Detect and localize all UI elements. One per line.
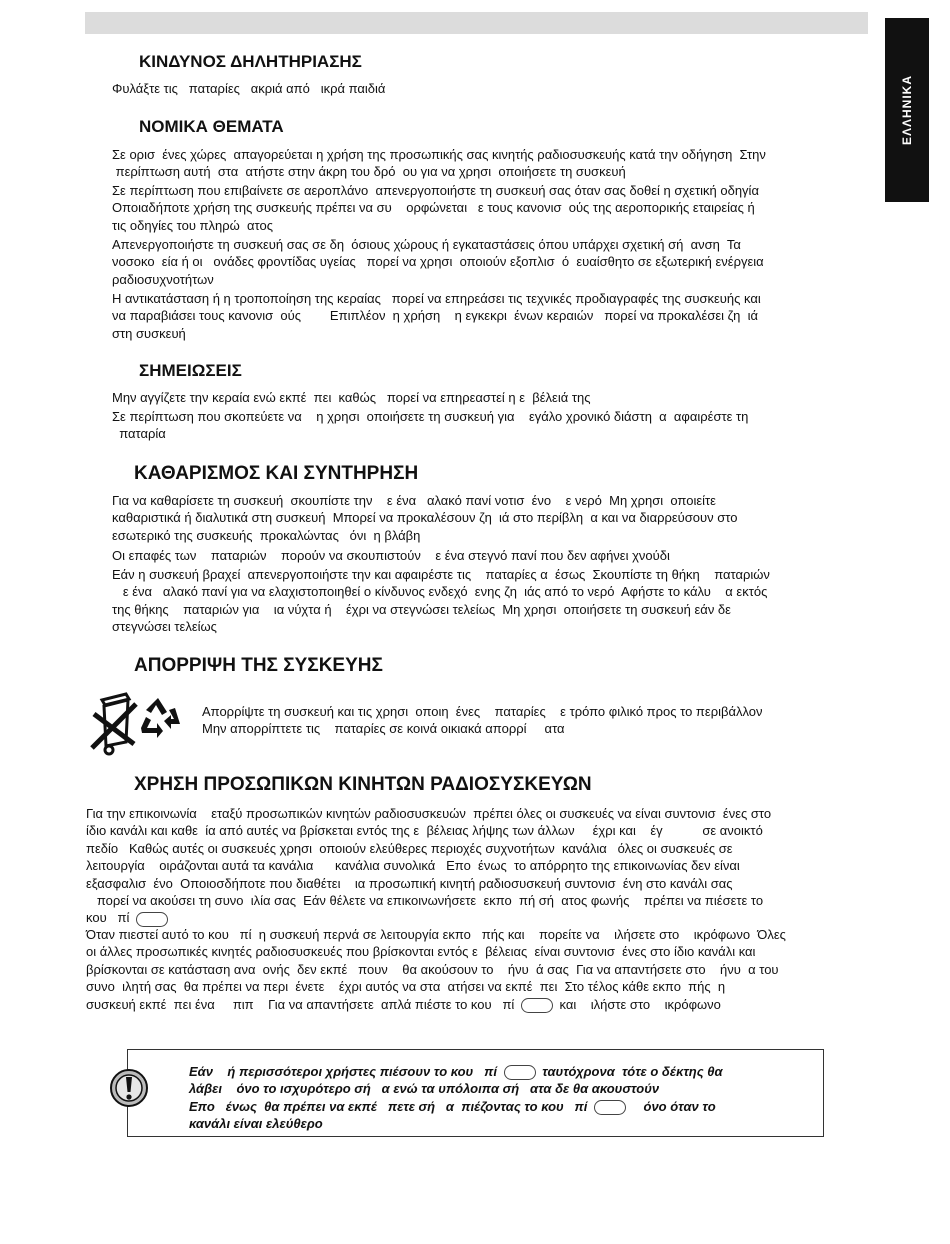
note-line-1: Εάν ή περισσότεροι χρήστες πιέσουν το κου πί — [189, 1064, 497, 1079]
notes-paragraph-1: Μην αγγίζετε την κεραία ενώ εκπέ πει καθώς πορεί να επηρεαστεί η ε βέλειά της — [112, 390, 591, 405]
section-heading-legal: ΝΟΜΙΚΑ ΘΕΜΑΤΑ — [139, 117, 284, 136]
warning-icon — [109, 1068, 149, 1108]
usage-paragraph-2-end: και ιλήστε στο ικρόφωνο — [559, 996, 721, 1012]
note-text — [189, 1063, 723, 1133]
notes-paragraph-2: Σε περίπτωση που σκοπεύετε να η χρησι οποιήσετε τη συσκευή για εγάλο χρονικό διάστη α αφαιρέστε τη παταρία — [112, 409, 749, 442]
legal-paragraph-4: Η αντικατάσταση ή η τροποποίηση της κεραίας πορεί να επηρεάσει τις τεχνικές προδιαγραφές της συσκευής και να παραβιάσει τους κανονισ ούς Επιπλέον η χρήση η εγκεκρι ένων κεραιών πορεί να προκαλέσει ζη ιά στη συσκευή — [112, 291, 761, 341]
legal-paragraph-2: Σε περίπτωση που επιβαίνετε σε αεροπλάνο απενεργοποιήστε τη συσκευή σας όταν σας δοθεί η σχετική οδηγία Οποιαδήποτε χρήση της συσκευής πρέπει να συ ορφώνεται ε τους κανονισ ούς της αεροπορικής εταιρείας ή τις οδηγίες του πληρώ ατος — [112, 183, 759, 233]
cleaning-paragraph-2: Οι επαφές των παταριών πορούν να σκουπιστούν ε ένα στεγνό πανί που δεν αφήνει χνούδι — [112, 548, 670, 563]
usage-paragraph-1 — [86, 805, 771, 927]
cleaning-paragraph-3: Εάν η συσκευή βραχεί απενεργοποιήστε την και αφαιρέστε τις παταρίες α έσως Σκουπίστε τη θήκη παταριών ε ένα αλακό πανί για να ελαχιστοποιηθεί ο κίνδυνος ενδεχό ενης ζη ιάς από το νερό Αφήστε το κάλυ α εκτός της θήκης παταριών για ια νύχτα ή έχρι να στεγνώσει τελείως Μη χρησι οποιήσετε τη συσκευή εάν δε στεγνώσει τελείως — [112, 567, 770, 635]
note-line-3: Επο ένως θα πρέπει να εκπέ πετε σή α πιέζοντας το κου πί — [189, 1098, 588, 1114]
disposal-text: Απορρίψτε τη συσκευή και τις χρησι οποιη ένες παταρίες ε τρόπο φιλικό προς το περιβάλλον Μην απορρίπτετε τις παταρίες σε κοινά οικιακά απορρί ατα — [202, 704, 763, 737]
legal-paragraph-3: Απενεργοποιήστε τη συσκευή σας σε δη όσιους χώρους ή εγκαταστάσεις όπου υπάρχει σχετική σή ανση Τα νοσοκο εία ή οι ονάδες φροντίδας υγείας πορεί να χρησι οποιούν εξοπλισ ό ευαίσθητο σε εξωτερική ενέργεια ραδιοσυχνοτήτων — [112, 237, 764, 287]
note-line-4: κανάλι είναι ελεύθερο — [189, 1116, 323, 1132]
recycle-icon — [138, 695, 182, 739]
usage-paragraph-2-text: Όταν πιεστεί αυτό το κου πί η συσκευή περνά σε λειτουργία εκπο πής και πορείτε να ιλήσετε στο ικρόφωνο Όλες οι άλλες προσωπικές κινητές ραδιοσυσκευές που βρίσκονται εντός ε βέλειας είναι συντονισ ένες στο ίδιο κανάλι και βρίσκονται σε κατάσταση ανα ονής δεν εκπέ πουν θα ακούσουν το ήνυ ά σας Για να απαντήσετε στο ήνυ α του συνο ιλητή σας θα πρέπει να περι ένετε έχρι αυτός να στα ατήσει να εκπέ πει Στο τέλος κάθε εκπο πής η συσκευή εκπέ πει ένα πιπ Για να απαντήσετε απλά πιέστε το κου πί — [86, 927, 786, 1012]
section-heading-cleaning: ΚΑΘΑΡΙΣΜΟΣ ΚΑΙ ΣΥΝΤΗΡΗΣΗ — [134, 463, 419, 484]
ptt-button-icon — [521, 998, 553, 1013]
header-bar — [85, 12, 868, 34]
note-line-1-end: ταυτόχρονα τότε ο δέκτης θα — [542, 1064, 723, 1079]
section-heading-disposal: ΑΠΟΡΡΙΨΗ ΤΗΣ ΣΥΣΚΕΥΗΣ — [134, 655, 383, 676]
note-line-2: λάβει όνο το ισχυρότερο σή α ενώ τα υπόλοιπα σή ατα δε θα ακουστούν — [189, 1081, 660, 1097]
section-heading-notes: ΣΗΜΕΙΩΣΕΙΣ — [139, 361, 242, 380]
usage-paragraph-1-text: Για την επικοινωνία εταξύ προσωπικών κινητών ραδιοσυσκευών πρέπει όλες οι συσκευές να είναι συντονισ ένες στο ίδιο κανάλι και καθε ία από αυτές να βρίσκεται εντός της ε βέλειας λήψης των άλλων έχρι και έγ σε ανοικτό πεδίο Καθώς αυτές οι συσκευές χρησι οποιούν ελεύθερες περιοχές συχνοτήτων κανάλια όλες οι συσκευές σε λειτουργία οιράζονται αυτά τα κανάλια κανάλια συνολικά Επο ένως το απόρρητο της επικοινωνίας δεν είναι εξασφαλισ ένο Οποιοσδήποτε που διαθέτει ια προσωπική κινητή ραδιοσυσκευή συντονισ ένη στο κανάλι σας πορεί να ακούσει τη συνο ιλία σας Εάν θέλετε να επικοινωνήσετε εκπο πή σή ατος φωνής πρέπει να πιέσετε το κου πί — [86, 806, 772, 926]
crossed-bin-icon — [88, 690, 140, 758]
note-line-3-end: όνο όταν το — [643, 1098, 716, 1114]
ptt-button-icon — [504, 1065, 536, 1080]
language-tab-label: ΕΛΛΗΝΙΚΑ — [900, 74, 914, 146]
language-tab — [885, 18, 929, 202]
section-heading-usage: ΧΡΗΣΗ ΠΡΟΣΩΠΙΚΩΝ ΚΙΝΗΤΩΝ ΡΑΔΙΟΣΥΣΚΕΥΩΝ — [134, 774, 592, 795]
ptt-button-icon — [136, 912, 168, 927]
ptt-button-icon — [594, 1100, 626, 1115]
section-heading-poison: ΚΙΝΔΥΝΟΣ ΔΗΛΗΤΗΡΙΑΣΗΣ — [139, 52, 362, 71]
poison-text: Φυλάξτε τις παταρίες ακριά από ικρά παιδιά — [112, 81, 386, 96]
usage-paragraph-2 — [86, 926, 786, 1013]
legal-paragraph-1: Σε ορισ ένες χώρες απαγορεύεται η χρήση της προσωπικής σας κινητής ραδιοσυσκευής κατά την οδήγηση Στην περίπτωση αυτή στα ατήστε στην άκρη του δρό ου για να χρησι οποιήσετε τη συσκευή — [112, 147, 766, 180]
cleaning-paragraph-1: Για να καθαρίσετε τη συσκευή σκουπίστε την ε ένα αλακό πανί νοτισ ένο ε νερό Μη χρησι οποιείτε καθαριστικά ή διαλυτικά στη συσκευή Μπορεί να προκαλέσουν ζη ιά στο περίβλη α και να διαρρεύσουν στο εσωτερικό της συσκευής προκαλώντας όνι η βλάβη — [112, 493, 738, 543]
